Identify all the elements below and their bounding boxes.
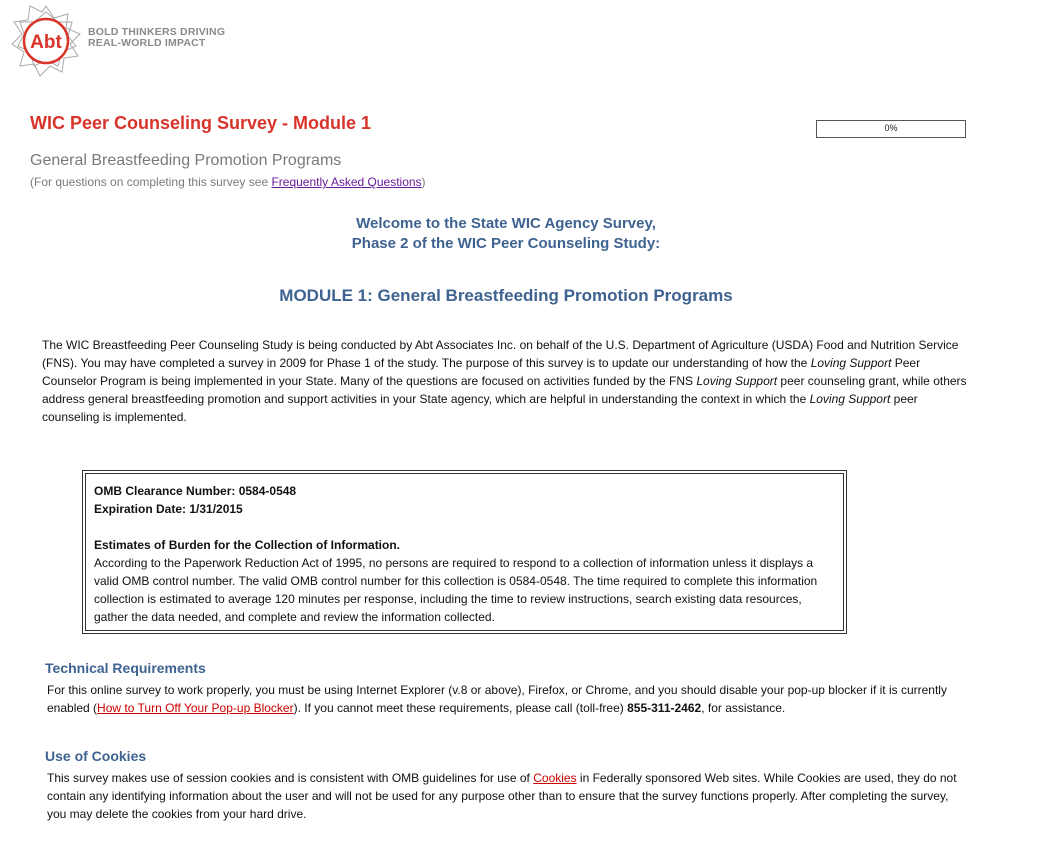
tech-text-3: , for assistance. [701,701,786,715]
faq-prefix: (For questions on completing this survey see [30,175,272,189]
omb-clearance: OMB Clearance Number: 0584-0548 [94,484,297,498]
tech-paragraph [47,681,967,717]
tech-text-1: For this online survey to work properly, you must be using Internet Explorer (v.8 or above), Firefox, or Chrome, and you should disable your pop-up blocker if it is currently enabled ( [47,683,947,715]
tech-phone: 855-311-2462 [627,701,702,715]
intro-text-3: peer counseling grant, while others address general breastfeeding promotion and support activities in your State agency, which are helpful in understanding the context in which the [42,374,967,406]
cookies-paragraph [47,769,967,823]
faq-line [30,175,426,189]
cookies-text-1: This survey makes use of session cookies and is consistent with OMB guidelines for use of [47,771,534,785]
tech-text-2: ). If you cannot meet these requirements, please call (toll-free) [293,701,628,715]
welcome-line1: Welcome to the State WIC Agency Survey, [356,215,656,232]
popup-blocker-link[interactable]: How to Turn Off Your Pop-up Blocker [97,701,294,715]
intro-italic-1: Loving Support [810,356,892,370]
progress-bar [816,120,966,138]
welcome-line2: Phase 2 of the WIC Peer Counseling Study: [351,235,661,252]
omb-expiration: Expiration Date: 1/31/2015 [94,502,243,516]
intro-text-4: peer counseling is implemented. [42,392,918,424]
cookies-text-2: in Federally sponsored Web sites. While Cookies are used, they do not contain any identifying information about the user and will not be used for any purpose other than to ensure that the survey functions properly. After completing the survey, you may delete the cookies from your hard drive. [47,771,957,821]
survey-title: WIC Peer Counseling Survey - Module 1 [30,113,372,133]
logo-text: Abt [30,32,62,53]
module-heading: MODULE 1: General Breastfeeding Promotion Programs [279,286,733,305]
survey-subtitle: General Breastfeeding Promotion Programs [30,152,342,169]
tagline-line2: REAL-WORLD IMPACT [88,37,206,49]
burden-text: According to the Paperwork Reduction Act of 1995, no persons are required to respond to a collection of information unless it displays a valid OMB control number. The valid OMB control number for this collection is 0584-0548. The time required to complete this information collection is estimated to average 120 minutes per response, including the time to review instructions, search existing data resources, gather the data needed, and complete and review the information collected. [94,556,818,624]
cookies-link[interactable]: Cookies [533,771,577,785]
intro-text-2: Peer Counselor Program is being implemented in your State. Many of the questions are focused on activities funded by the FNS [42,356,921,388]
burden-heading: Estimates of Burden for the Collection of Information. [94,538,401,552]
cookies-heading: Use of Cookies [45,748,147,764]
tagline-line1: BOLD THINKERS DRIVING [88,26,226,38]
omb-box [82,470,847,634]
progress-label: 0% [884,123,898,133]
tagline [88,27,225,49]
faq-link[interactable]: Frequently Asked Questions [271,175,422,189]
faq-suffix: ) [421,175,426,189]
omb-inner [85,473,844,631]
intro-paragraph [42,336,972,426]
intro-text-1: The WIC Breastfeeding Peer Counseling Study is being conducted by Abt Associates Inc. on behalf of the U.S. Department of Agriculture (USDA) Food and Nutrition Service (FNS). You may have completed a survey in 2009 for Phase 1 of the study. The purpose of this survey is to update our understanding of how the [42,338,959,370]
intro-italic-2: Loving Support [696,374,778,388]
intro-italic-3: Loving Support [809,392,891,406]
tech-heading: Technical Requirements [45,660,206,676]
